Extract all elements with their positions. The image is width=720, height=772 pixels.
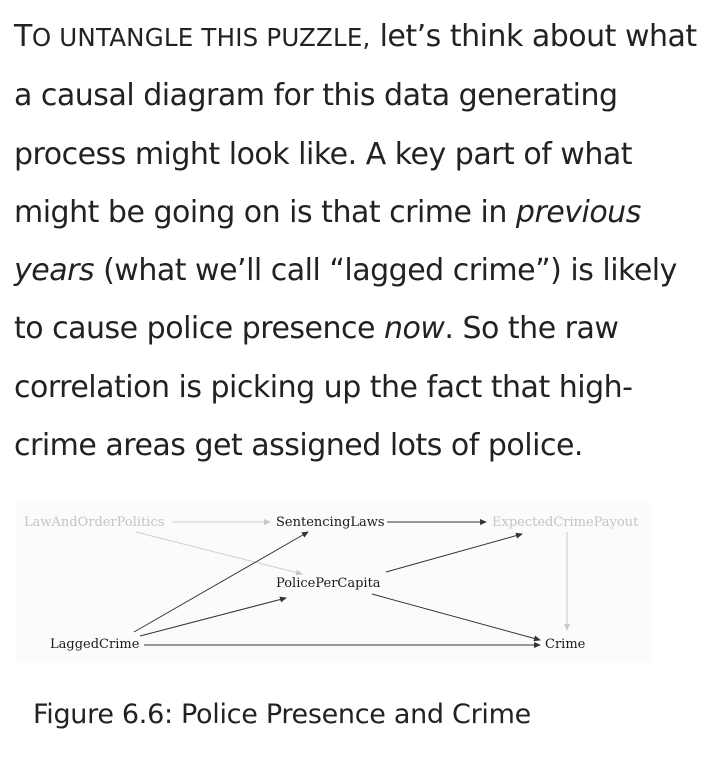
paragraph-text-3: . So the raw correlation is picking up the fact that high-crime areas get assigned lots of police.	[14, 311, 633, 464]
node-law-and-order-politics: LawAndOrderPolitics	[24, 515, 165, 530]
node-crime: Crime	[545, 637, 586, 652]
node-lagged-crime: LaggedCrime	[50, 637, 140, 652]
node-police-per-capita: PolicePerCapita	[276, 576, 381, 591]
emphasis-now: now	[384, 311, 445, 347]
lead-initial: T	[14, 19, 32, 54]
edge-politics-police	[136, 532, 302, 574]
body-paragraph	[14, 8, 714, 475]
causal-diagram	[16, 502, 652, 662]
paragraph-text-2: (what we’ll call “lagged crime”) is likely to cause police presence	[14, 253, 677, 347]
node-sentencing-laws: SentencingLaws	[276, 515, 385, 530]
edge-police-payout	[386, 534, 522, 572]
figure-caption: Figure 6.6: Police Presence and Crime	[33, 699, 531, 730]
paragraph-text-1: let’s think about what a causal diagram for this data generating process might look like. A key part of what might be going on is that crime in	[14, 19, 697, 230]
node-expected-crime-payout: ExpectedCrimePayout	[492, 515, 639, 530]
edge-police-crime	[372, 594, 540, 640]
emphasis-previous-years: previous years	[14, 194, 641, 289]
edge-lagged-police	[140, 598, 286, 636]
lead-smallcaps: O UNTANGLE THIS PUZZLE,	[31, 23, 371, 52]
